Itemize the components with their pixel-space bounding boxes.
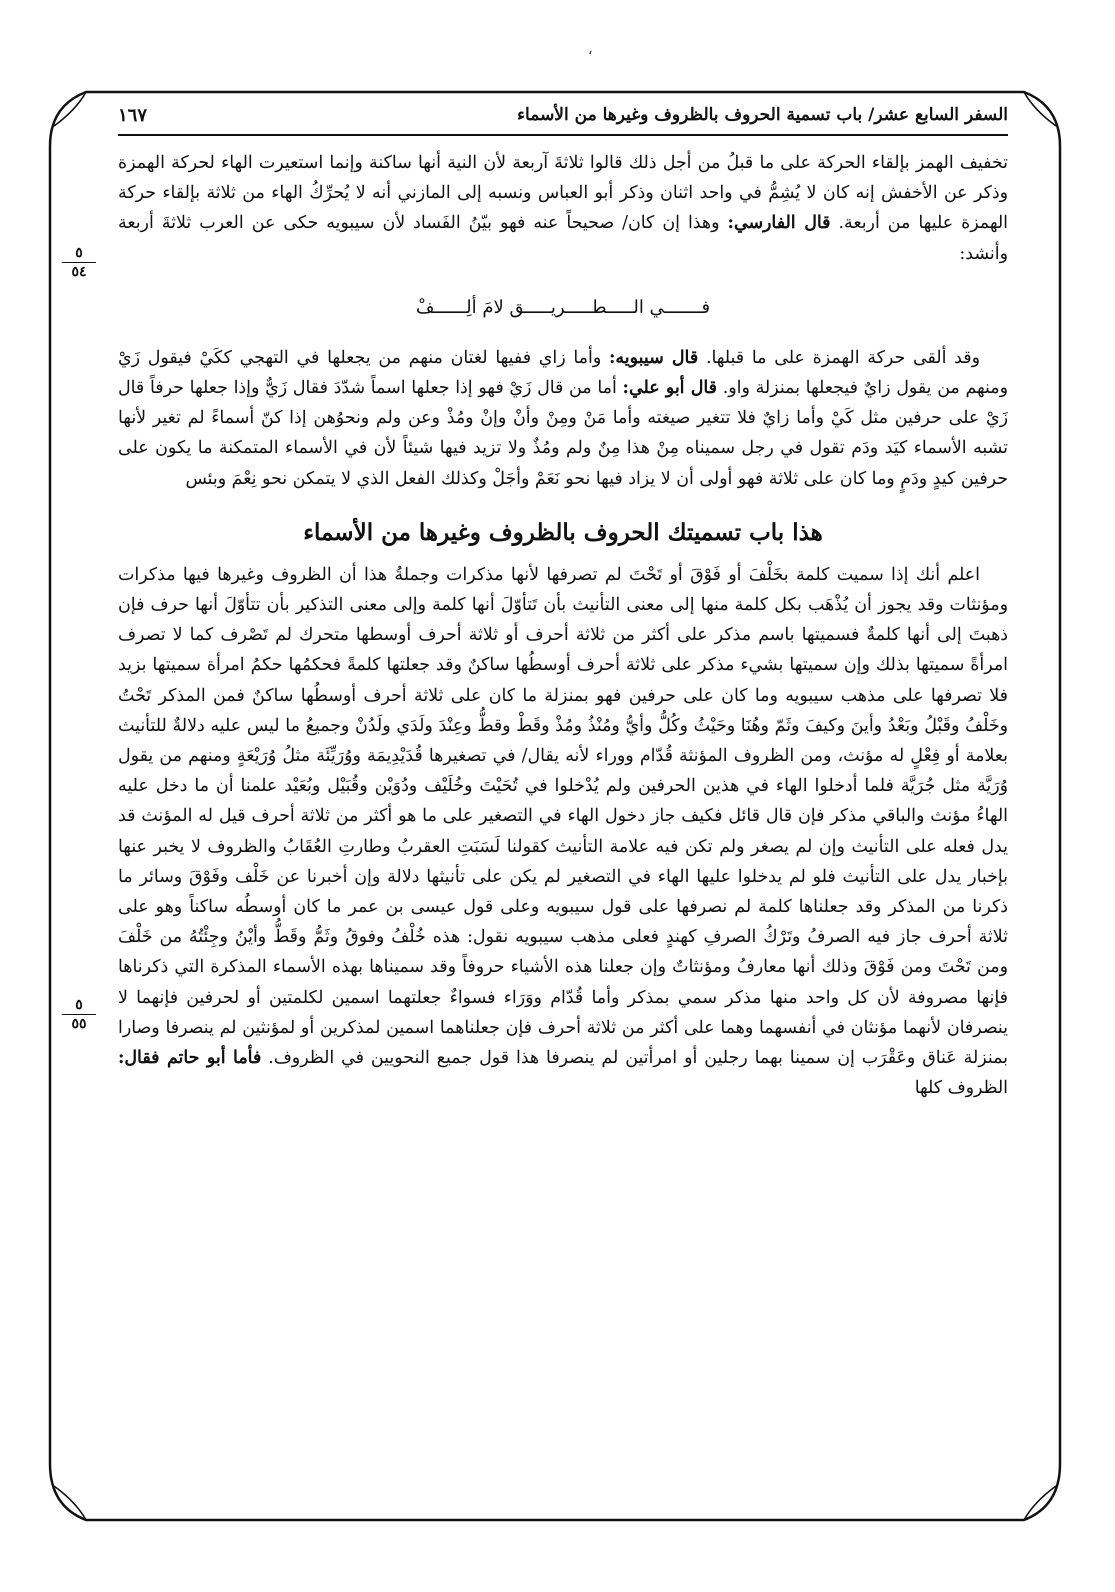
margin-ref-1-top: ٥ [75,245,83,261]
speaker-label-sibawayh: قال سيبويه: [609,347,699,368]
margin-ref-1-bottom: ٥٤ [71,264,87,280]
margin-ref-2-top: ٥ [75,997,83,1013]
paragraph-2-text-e: أما من قال زَيْ فهو إذا جعلها اسماً شدّدَ فقال زَيٌّ وإذا جعلها حرفاً قال زَيْ على حرفين مثل كَيْ وأما زايٌ فلا تتغير صيغته وأما مَنْ ومِنْ وأنْ وإنْ ومُذْ وعن ولم ونحوُهن إذا كنّ أسماءً لم تغير لأنها تشبه الأسماء كيَد ودَم تقول في رجل سميناه مِنْ هذا مِنٌ ولم ومُذٌ ولا تزيد فيها شيئاً لأن في الأسماء المتمكنة ما يكون على حرفين كيدٍ ودَمٍ وما كان على ثلاثة فهو أولى أن لا يزاد فيها نحو نَعَمْ وأجَلْ وكذلك الفعل الذي لا يتمكن نحو نِعْمَ وبئس [118,378,1008,489]
page-number: ١٦٧ [118,104,148,126]
paragraph-1 [118,148,1008,269]
speaker-label-farisi: قال الفارسي: [727,213,831,234]
header-title: السفر السابع عشر/ باب تسمية الحروف بالظروف وغيرها من الأسماء [517,105,1008,125]
chapter-heading: هذا باب تسميتك الحروف بالظروف وغيرها من الأسماء [303,518,823,546]
paragraph-1-text-c: وهذا إن كان/ صحيحاً عنه فهو بيّنُ الفَساد لأن سيبويه حكى عن العرب ثلاثةَ أربعة وأنشد: [118,213,1008,264]
speaker-label-abu-hatim: فأما أبو حاتم فقال: [118,1048,262,1069]
page-content [118,96,1008,1103]
paragraph-2-text-a: وقد ألقى حركة الهمزة على ما قبلها. [705,347,981,368]
margin-ref-1-divider [62,262,96,263]
paragraph-3-text-a: اعلم أنك إذا سميت كلمة بخَلْفَ أو فَوْقَ أو تَحْتَ لم تصرفها لأنها مذكرات وجملةُ هذا أن الظروف وغيرها فيها مذكرات ومؤنثات وقد يجوز أن يُذْهَب بكل كلمة منها إلى معنى التأنيث بأن تَتأوّلَ أنها كلمة وإلى معنى التذكير بأن تتأوّلَ أنها حرف فإن ذهبتَ إلى أنها كلمةٌ فسميتها باسم مذكر على أكثر من ثلاثة أحرف أو ثلاثة أحرف أوسطها متحرك لم تَصْرف كما لا تصرف امرأةً سميتها بذلك وإن سميتها بشيء مذكر على ثلاثة أحرف أوسطُها ساكنٌ وقد جعلتها كلمةً فحكمُها حكمُ امرأة سميتها بزيد فلا تصرفها على مذهب سيبويه وما كان على حرفين فهو بمنزلة ما كان على ثلاثة أحرف أوسطُها ساكنٌ فمن المذكر تَحْتُ وخَلْفُ وقَبْلُ وبَعْدُ وأينَ وكيفَ وثَمّ وهُنَا وحَيْثُ وكُلُّ وأيُّ ومُنْذُ ومُذْ وقَطْ وقطُّ وعِنْدَ ولَدَي ولَدُنْ وجميعُ ما ليس عليه دلالةٌ للتأنيث بعلامة أو فِعْلٍ له مؤنث، ومن الظروف المؤنثة قُدّام ووراء لأنه يقال/ في تصغيرها قُدَيْدِيمَة ووُرَيِّئَة مثلُ وُرَيْعَةٍ ومنهم من يقول وُرَيَّة مثل جُرَيَّة فلما أدخلوا الهاء في هذين الحرفين ولم يُدْخلوا في تُحَيْتَ وخُلَيْف ودُوَيْن وقُبَيْل وبُعَيْد علمنا أن ما دخل عليه الهاءُ مؤنث والباقي مذكر فإن قال قائل فكيف جاز دخول الهاء في التصغير على ما هو أكثر من ثلاثة أحرف قيل له المؤنث قد يدل فعله على التأنيث وإن لم يصغر ولم تكن فيه علامة التأنيث كقولنا لَسَبَتِ العقربُ وطارتِ العُقَابُ والظروف لا يخبر عنها بإخبار يدل على التأنيث فلو لم يدخلوا عليها الهاء في التصغير لم يكن على تأنيثها دلالة وإن أخبرنا عن خَلْف وفَوْقَ وسائر ما ذكرنا من المذكر وقد جعلناها كلمة لم نصرفها على قول سيبويه وعلى قول عيسى بن عمر ما كان أوسطُه ساكناً وهو على ثلاثة أحرف جاز فيه الصرفُ وتَرْكُ الصرفِ كهندٍ فعلى مذهب سيبويه نقول: هذه خُلْفُ وفوقُ وثَمُّ وقَطُّ وأيْنُ وجِئْتُهُ من خَلْفَ ومن تَحْتَ ومن فَوْقَ وذلك أنها معارفُ ومؤنثاتٌ وإن جعلنا هذه الأشياء حروفاً وقد سميناها بهذه الأسماء المذكرة التي ذكرناها فإنها مصروفة لأن كل واحد منها مذكر سمي بمذكر وأما قُدّام ووَرَاء فسواءٌ جعلتهما اسمين لكلمتين أو لحرفين فإنهما لا ينصرفان لأنهما مؤنثان في أنفسهما وهما على أكثر من ثلاثة أحرف فإن جعلناهما اسمين لمذكرين أو لمؤنثين لم ينصرفا وصارا بمنزلة عَناق وعَقْرَب إن سمينا بهما رجلين أو امرأتين لم ينصرفا هذا قول جميع النحويين في الظروف. [118,564,1008,1069]
paragraph-3 [118,560,1008,1104]
poem-verse: فـــــــي الـــــطـــــريـــــق لامَ ألِــــــفْ [415,296,711,318]
paragraph-2-text-c: وأما زاي ففيها لغتان منهم من يجعلها في التهجي ككَيْ فيقول زَيْ ومنهم من يقول زايٌ فيجعلها بمنزلة واو. [118,347,1009,399]
margin-folio-reference-1 [62,246,96,279]
running-header [118,96,1008,136]
margin-folio-reference-2 [62,998,96,1031]
page-tick-mark: ، [588,42,593,58]
paragraph-2 [118,343,1008,494]
speaker-label-abu-ali: قال أبو علي: [622,378,717,399]
paragraph-1-text-a: تخفيف الهمز بإلقاء الحركة على ما قبلُ من أجل ذلك قالوا ثلاثةَ آربعة لأن النية أنها ساكنة وإنما استعيرت الهاء لحركة الهمزة وذكر عن الأخفش إنه كان لا يُشِمُّ في واحد اثنان وذكر أبو العباس ونسبه إلى المازني أنه لا يُحرِّكُ الهاء من ثلاثة بإلقاء حركة الهمزة عليها من أربعة. [118,153,1008,234]
margin-ref-2-bottom: ٥٥ [71,1016,87,1032]
margin-ref-2-divider [62,1014,96,1015]
paragraph-3-text-c: الظروف كلها [914,1078,1008,1099]
